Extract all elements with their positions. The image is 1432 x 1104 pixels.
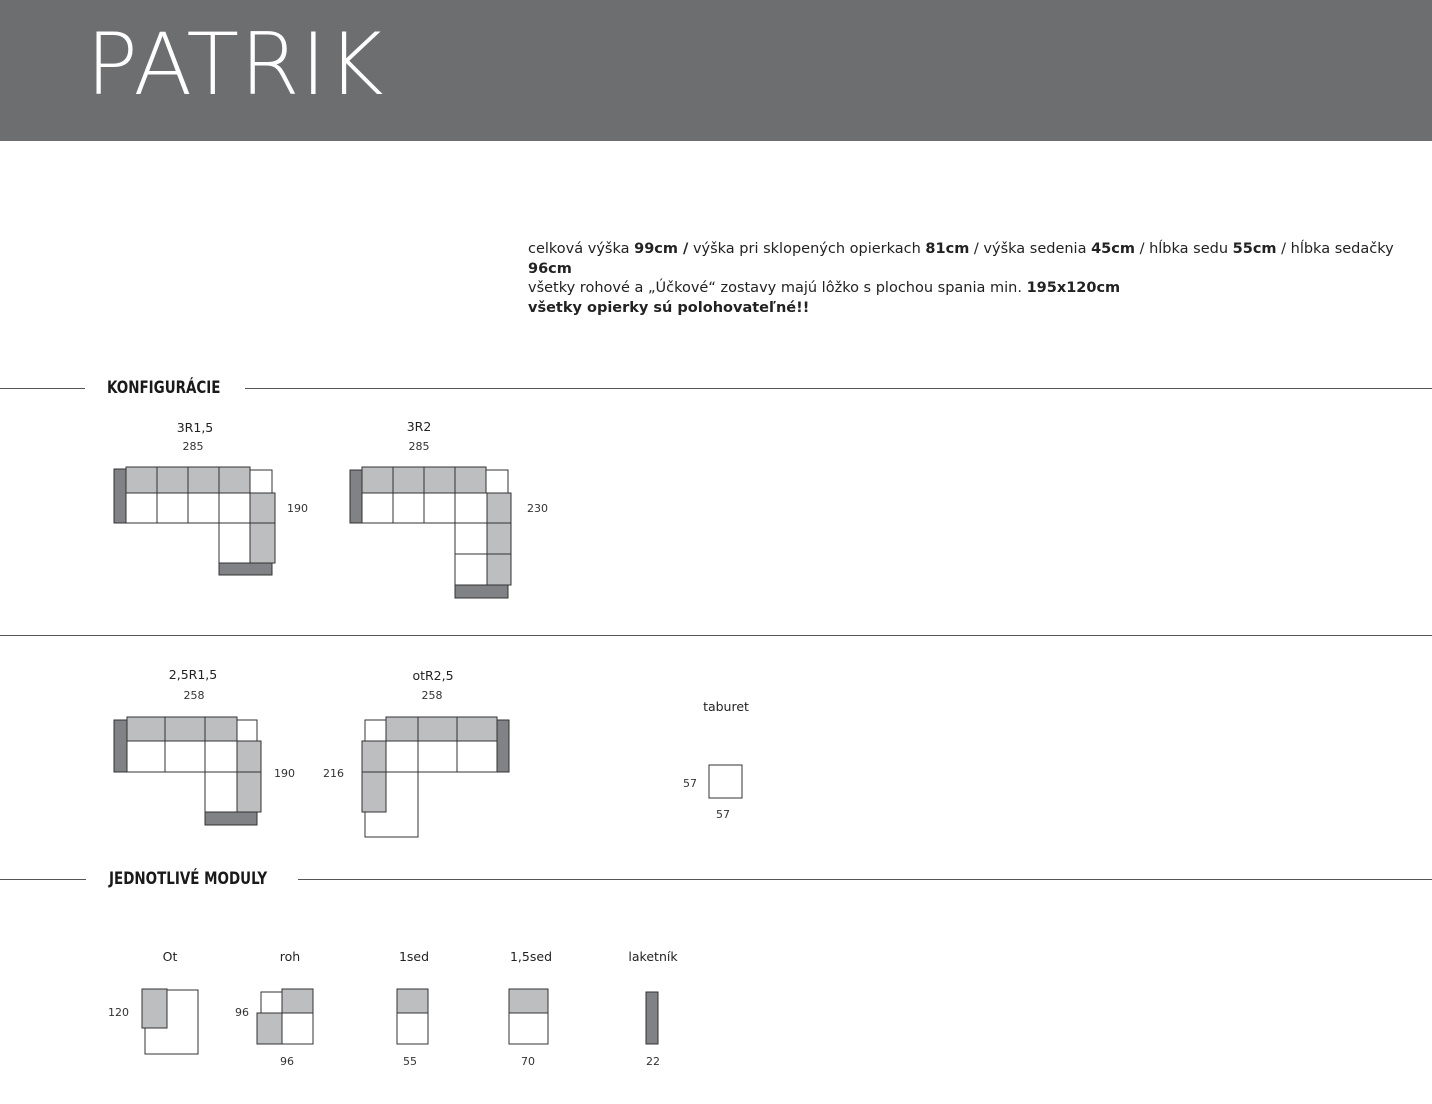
side-back [362, 772, 386, 812]
module-1,5sed [509, 989, 548, 1044]
section-title-modules: JEDNOTLIVÉ MODULY [109, 869, 268, 889]
back-cushion [386, 717, 418, 741]
back-cushion [157, 467, 188, 493]
seat [219, 493, 250, 523]
brand-title: PATRIK [86, 15, 385, 115]
side-back [487, 523, 511, 554]
config-width: 285 [182, 440, 204, 453]
config-width: 285 [408, 440, 430, 453]
spec-text: celková výška [528, 241, 635, 257]
module-name: 1,5sed [509, 949, 553, 964]
module-depth: 96 [235, 1006, 249, 1019]
seat [418, 741, 457, 772]
module-roh [257, 989, 313, 1044]
side-back [250, 523, 275, 563]
module-width: 22 [646, 1055, 660, 1068]
seat [386, 741, 418, 772]
back-cushion [457, 717, 497, 741]
back-cushion [219, 467, 250, 493]
corner-cushion [250, 470, 272, 493]
side-back [237, 772, 261, 812]
module-name: Ot [162, 949, 178, 964]
back-cushion [165, 717, 205, 741]
module-name: 1sed [398, 949, 430, 964]
back-cushion [126, 467, 157, 493]
side-back [257, 1013, 282, 1044]
back-cushion [127, 717, 165, 741]
module-name: roh [279, 949, 301, 964]
back-cushion [362, 467, 393, 493]
side-back [142, 989, 167, 1028]
seat [165, 741, 205, 772]
seat [127, 741, 165, 772]
seat [282, 1013, 313, 1044]
seat [205, 741, 237, 772]
module-laketnik [646, 992, 658, 1044]
spec-text: výška pri sklopených opierkach [688, 241, 926, 257]
config-depth: 216 [323, 767, 344, 780]
module-name: laketník [628, 949, 678, 964]
back-cushion [418, 717, 457, 741]
module-width: 70 [521, 1055, 535, 1068]
spec-text: 55cm [1232, 241, 1277, 257]
back-cushion [393, 467, 424, 493]
armrest [205, 812, 257, 825]
seat [362, 493, 393, 523]
config-name: 3R1,5 [176, 420, 214, 435]
side-back [487, 493, 511, 523]
side-back [250, 493, 275, 523]
seat [219, 523, 250, 563]
config-name: taburet [703, 699, 749, 714]
config-depth: 190 [287, 502, 308, 515]
corner-cushion [237, 720, 257, 741]
corner-cushion [486, 470, 508, 493]
config-name: 3R2 [406, 419, 432, 434]
spec-text: 195x120cm [1026, 280, 1121, 296]
seat [205, 772, 237, 812]
config-depth: 190 [274, 767, 295, 780]
spec-text: všetky rohové a „Účkové“ zostavy majú lôžko s plochou spania min. [528, 280, 1027, 296]
seat [455, 523, 487, 554]
armrest [455, 585, 508, 598]
seat [455, 554, 487, 585]
config-width: 258 [183, 689, 205, 702]
armrest [114, 720, 127, 772]
plan-taburet [709, 765, 742, 798]
side-back [237, 741, 261, 772]
seat [188, 493, 219, 523]
plan-2,5R1,5 [114, 717, 261, 825]
spec-text: 96cm [528, 260, 572, 277]
armrest [350, 470, 362, 523]
plan-3R1,5 [114, 467, 275, 575]
module-width: 96 [280, 1055, 294, 1068]
back-cushion [282, 989, 313, 1013]
seat [424, 493, 455, 523]
armrest [646, 992, 658, 1044]
seat [126, 493, 157, 523]
armrest [219, 563, 272, 575]
spec-text: 99cm / [634, 241, 689, 257]
config-width: 57 [716, 808, 730, 821]
back-cushion [188, 467, 219, 493]
armrest [497, 720, 509, 772]
back-cushion [455, 467, 486, 493]
module-1sed [397, 989, 428, 1044]
spec-text: všetky opierky sú polohovateľné!! [528, 299, 810, 316]
corner-cushion [365, 720, 386, 741]
back-cushion [509, 989, 548, 1013]
config-name: otR2,5 [412, 668, 454, 683]
seat [457, 741, 497, 772]
back-cushion [424, 467, 455, 493]
section-title-configurations: KONFIGURÁCIE [107, 378, 221, 398]
armrest [114, 469, 126, 523]
spec-text: / výška sedenia [969, 241, 1092, 257]
module-ot [142, 989, 198, 1054]
plan-otR2,5 [362, 717, 509, 837]
back-cushion [205, 717, 237, 741]
seat [509, 1013, 548, 1044]
config-width: 258 [421, 689, 443, 702]
seat [393, 493, 424, 523]
config-name: 2,5R1,5 [168, 667, 218, 682]
back-cushion [397, 989, 428, 1013]
stool [709, 765, 742, 798]
module-depth: 120 [108, 1006, 129, 1019]
corner-cushion [261, 992, 282, 1013]
spec-text: / hĺbka sedu [1134, 241, 1233, 257]
plan-3R2 [350, 467, 511, 598]
side-back [487, 554, 511, 585]
seat [157, 493, 188, 523]
config-depth: 57 [683, 777, 697, 790]
spec-text: 45cm [1091, 241, 1135, 257]
spec-text: / hĺbka sedačky [1276, 241, 1394, 257]
side-back [362, 741, 386, 772]
seat [455, 493, 487, 523]
spec-text: 81cm [925, 241, 970, 257]
module-width: 55 [403, 1055, 417, 1068]
config-depth: 230 [527, 502, 548, 515]
seat [397, 1013, 428, 1044]
